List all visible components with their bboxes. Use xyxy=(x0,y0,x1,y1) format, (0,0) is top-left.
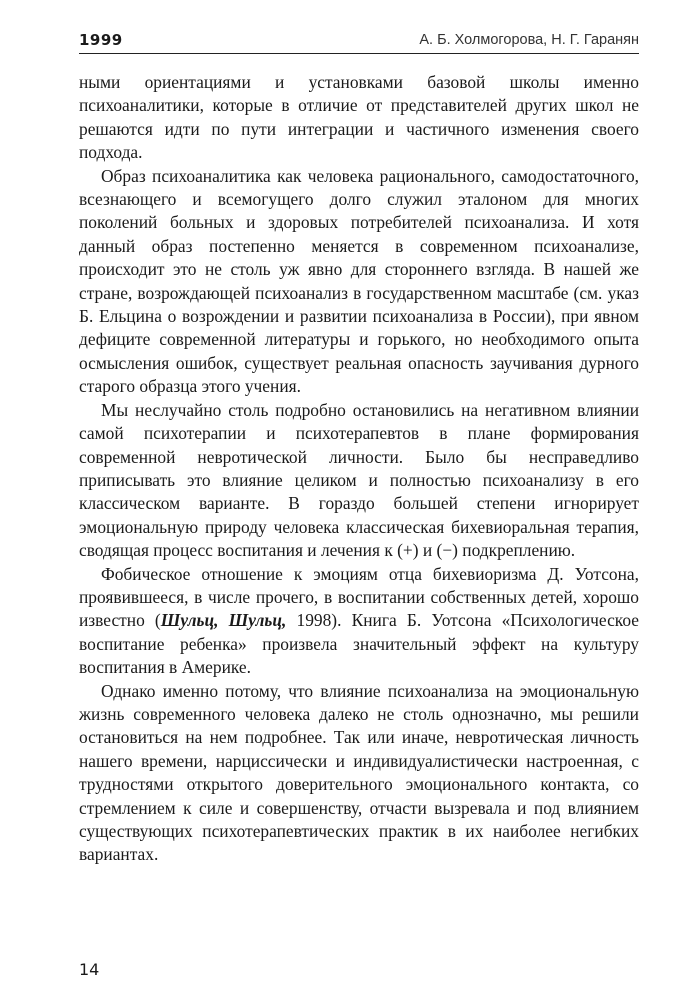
body-text xyxy=(79,71,639,867)
running-header xyxy=(79,31,639,54)
paragraph-5: Однако именно потому, что влияние психоанализа на эмоциональную жизнь современного человека далеко не столь однозначно, мы решили остановиться на нем подробнее. Так или иначе, невротическая личность нашего времени, нарциссически и индивидуалистически настроенная, с трудностями открытого доверительного эмоционального контакта, со стремлением к силе и совершенству, отчасти вызревала и под влиянием существующих психотерапевтических практик в их наиболее негибких вариантах. xyxy=(79,680,639,865)
header-authors: А. Б. Холмогорова, Н. Г. Гаранян xyxy=(419,32,639,48)
citation-authors: Шульц, Шульц, xyxy=(160,610,287,631)
paragraph-4-after: 1998). Книга Б. Уотсона «Психологическое воспитание ребенка» произвела значительный эффект на культуру воспитания в Америке. xyxy=(79,610,639,678)
paragraph-2: Образ психоаналитика как человека рационального, самодостаточного, всезнающего и всемогущего долго служил эталоном для многих поколений больных и здоровых потребителей психоанализа. И хотя данный образ постепенно меняется в современном психоанализе, происходит это не столь уж явно для стороннего взгляда. В нашей же стране, возрождающей психоанализ в государственном масштабе (см. указ Б. Ельцина о возрождении и развитии психоанализа в России), при явном дефиците современной литературы и горького, но необходимого опыта осмысления ошибок, существует реальная опасность заучивания дурного старого образца этого учения. xyxy=(79,165,639,397)
paragraph-1: ными ориентациями и установками базовой школы именно психоаналитики, которые в отличие от представителей других школ не решаются идти по пути интеграции и частичного изменения своего подхода. xyxy=(79,72,639,163)
header-year: 1999 xyxy=(79,31,123,49)
paragraph-3: Мы неслучайно столь подробно остановились на негативном влиянии самой психотерапии и психотерапевтов в плане формирования современной невротической личности. Было бы несправедливо приписывать это влияние целиком и полностью психоанализу в его классическом варианте. В гораздо большей степени игнорирует эмоциональную природу человека классическая бихевиоральная терапия, сводящая процесс воспитания и лечения к (+) и (−) подкреплению. xyxy=(79,399,639,561)
page-number: 14 xyxy=(79,960,100,979)
paragraph-4 xyxy=(79,563,639,680)
paragraph-4-before: Фобическое отношение к эмоциям отца бихевиоризма Д. Уотсона, проявившееся, в числе прочего, в воспитании собственных детей, хорошо известно ( xyxy=(79,563,639,631)
